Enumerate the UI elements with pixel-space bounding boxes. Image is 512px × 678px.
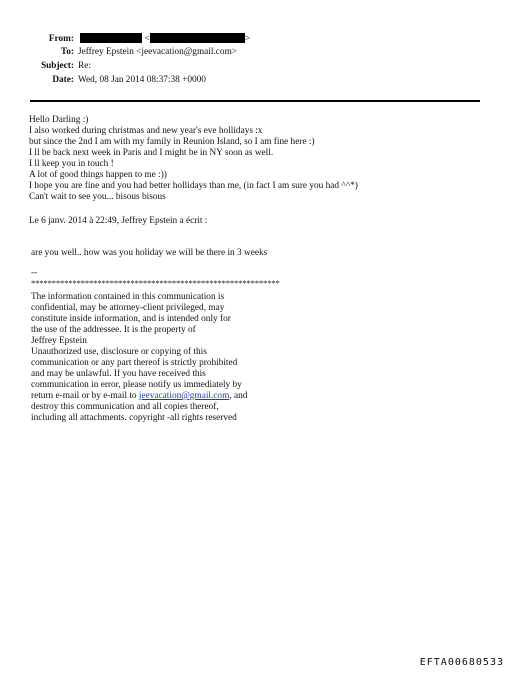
- disclaimer-line: communication in error, please notify us immediately by: [31, 380, 242, 390]
- body-line: I also worked during christmas and new year's eve hollidays :x: [29, 126, 263, 136]
- disclaimer-email-line: [31, 391, 247, 402]
- from-close-bracket: >: [244, 34, 251, 44]
- date-value: Wed, 08 Jan 2014 08:37:38 +0000: [78, 75, 206, 85]
- sender-name-redaction: [80, 33, 142, 43]
- disclaimer-line: Jeffrey Epstein: [31, 336, 87, 346]
- body-line: I ll be back next week in Paris and I might be in NY soon as well.: [29, 148, 274, 158]
- disclaimer-line: and may be unlawful. If you have received this: [31, 369, 206, 379]
- bates-number: EFTA00680533: [419, 657, 504, 668]
- date-row: [20, 75, 206, 86]
- from-open-bracket: <: [144, 34, 150, 44]
- disclaimer-line: communication or any part thereof is strictly prohibited: [31, 358, 238, 368]
- signature-stars: ************************************************************: [31, 278, 280, 288]
- quoted-text: are you well.. how was you holiday we will be there in 3 weeks: [31, 248, 268, 258]
- disclaimer-line: Unauthorized use, disclosure or copying of this: [31, 347, 207, 357]
- from-label: From:: [48, 34, 74, 44]
- disclaimer-line: including all attachments. copyright -all rights reserved: [31, 413, 237, 423]
- date-label: Date:: [52, 75, 74, 85]
- to-row: [20, 47, 237, 58]
- subject-row: [20, 61, 91, 72]
- disclaimer-line: constitute inside information, and is intended only for: [31, 314, 231, 324]
- signature-dashes: --: [31, 268, 38, 278]
- disclaimer-line: confidential, may be attorney-client privileged, may: [31, 303, 225, 313]
- body-line: Hello Darling :): [29, 115, 89, 125]
- body-line: A lot of good things happen to me :)): [29, 170, 167, 180]
- email-prefix: return e-mail or by e-mail to: [31, 391, 139, 401]
- disclaimer-line: destroy this communication and all copies thereof,: [31, 402, 219, 412]
- email-suffix: , and: [229, 391, 248, 401]
- subject-label: Subject:: [40, 61, 74, 71]
- body-line: I hope you are fine and you had better hollidays than me, (in fact I am sure you had ^^*): [29, 181, 358, 191]
- from-row: [20, 33, 250, 45]
- email-link[interactable]: jeevacation@gmail.com: [138, 391, 230, 401]
- quote-intro: Le 6 janv. 2014 à 22:49, Jeffrey Epstein a écrit :: [29, 216, 208, 226]
- to-value: Jeffrey Epstein <jeevacation@gmail.com>: [78, 47, 238, 57]
- header-divider: [30, 100, 480, 102]
- body-line: I ll keep you in touch !: [29, 159, 114, 169]
- disclaimer-line: the use of the addressee. It is the property of: [31, 325, 196, 335]
- to-label: To:: [60, 47, 74, 57]
- sender-email-redaction: [150, 33, 245, 43]
- subject-value: Re:: [78, 61, 91, 71]
- body-line: but since the 2nd I am with my family in Reunion Island, so I am fine here :): [29, 137, 315, 147]
- disclaimer-line: The information contained in this communication is: [31, 292, 225, 302]
- body-line: Can't wait to see you... bisous bisous: [29, 192, 166, 202]
